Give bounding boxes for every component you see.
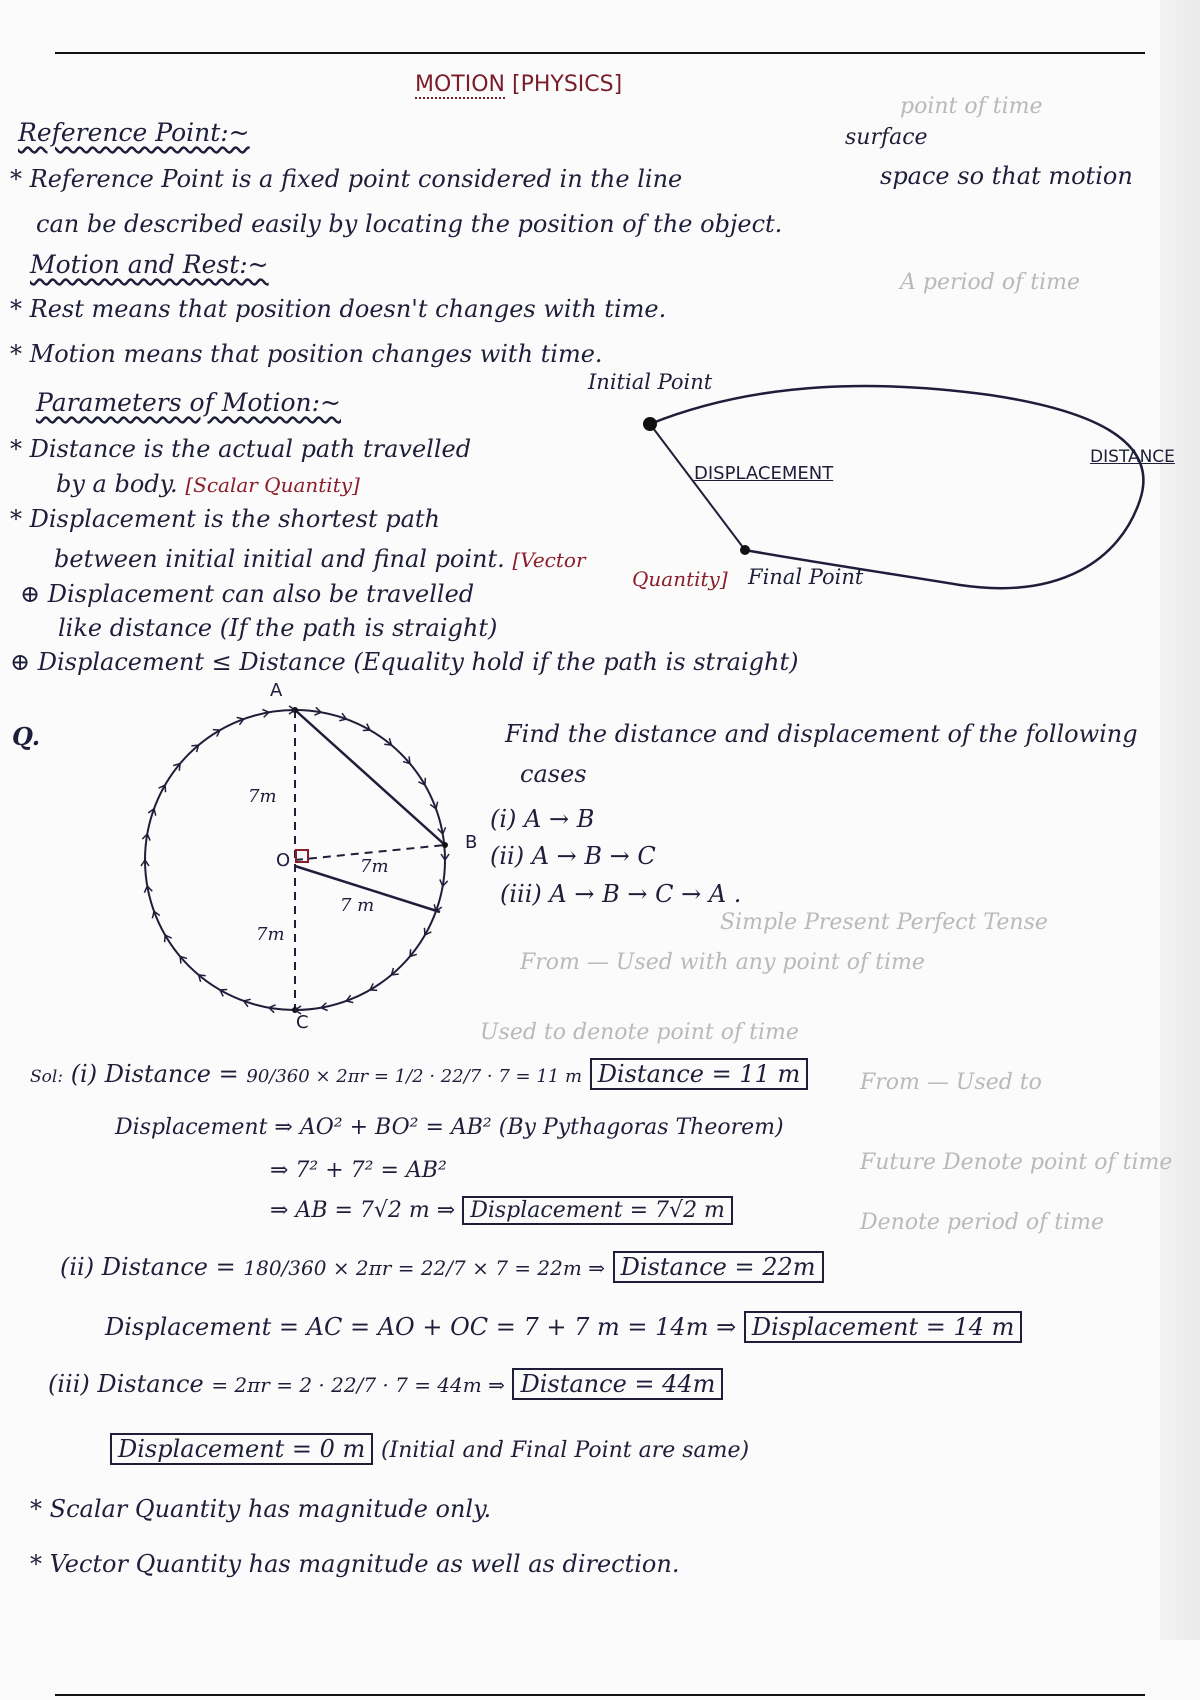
distance3-prefix: (iii) Distance (48, 1370, 204, 1398)
bleed-text: point of time (900, 94, 1043, 119)
question-case-1: (i) A → B (490, 805, 595, 833)
distance-label: DISTANCE (1090, 447, 1175, 467)
point-c-label: C (296, 1012, 309, 1033)
caret-insert-word: surface (845, 125, 928, 150)
scalar-quantity-tag: [Scalar Quantity] (185, 473, 360, 497)
distance-definition-line1: * Distance is the actual path travelled (10, 435, 472, 463)
reference-point-heading: Reference Point:~ (18, 118, 250, 147)
displacement1-line3 (270, 1198, 733, 1223)
solution-marker: Sol: (30, 1067, 64, 1087)
displacement2-answer: Displacement = 14 m (744, 1311, 1023, 1343)
solution-part2-distance (60, 1253, 824, 1281)
page-title-sub: [PHYSICS] (512, 72, 623, 97)
displacement2-working: Displacement = AC = AO + OC = 7 + 7 m = 14m ⇒ (105, 1313, 737, 1341)
distance1-answer: Distance = 11 m (590, 1058, 809, 1090)
displacement1-line2: ⇒ 7² + 7² = AB² (270, 1158, 447, 1183)
distance2-expression: 180/360 × 2πr = 22/7 × 7 = 22m ⇒ (243, 1256, 605, 1280)
rest-definition: * Rest means that position doesn't changes with time. (10, 295, 667, 323)
point-o-label: O (276, 850, 291, 871)
radius-label-diag: 7 m (340, 895, 375, 916)
question-marker: Q. (12, 722, 41, 751)
distance2-answer: Distance = 22m (613, 1251, 824, 1283)
motion-rest-heading: Motion and Rest:~ (30, 250, 269, 279)
distance3-expression: = 2πr = 2 · 22/7 · 7 = 44m ⇒ (211, 1373, 505, 1397)
solution-part3-distance (48, 1370, 723, 1398)
bleed-text: Used to denote point of time (480, 1020, 799, 1045)
question-case-2: (ii) A → B → C (490, 842, 656, 870)
distance3-answer: Distance = 44m (512, 1368, 723, 1400)
bleed-text: From — Used to (860, 1070, 1042, 1095)
displacement-definition-line1: * Displacement is the shortest path (10, 505, 441, 533)
bleed-text: From — Used with any point of time (520, 950, 925, 975)
bleed-text: Future Denote point of time (860, 1150, 1173, 1175)
displacement-definition-text: between initial initial and final point. (54, 545, 505, 573)
displacement1-answer: Displacement = 7√2 m (462, 1196, 733, 1225)
question-case-3: (iii) A → B → C → A . (500, 880, 742, 908)
displacement-label: DISPLACEMENT (694, 463, 834, 484)
distance1-expression: 90/360 × 2πr = 1/2 · 22/7 · 7 = 11 m (246, 1066, 583, 1087)
distance-definition-text: by a body. (56, 470, 178, 498)
point-a-label: A (270, 680, 283, 701)
reference-point-def-line2: can be described easily by locating the position of the object. (36, 210, 783, 238)
scalar-quantity-definition: * Scalar Quantity has magnitude only. (30, 1495, 492, 1523)
displacement1-line1: Displacement ⇒ AO² + BO² = AB² (By Pythagoras Theorem) (115, 1115, 784, 1140)
question-prompt-line1: Find the distance and displacement of the following (505, 720, 1138, 748)
displacement1-working: ⇒ AB = 7√2 m ⇒ (270, 1198, 456, 1223)
reference-point-def-line1: * Reference Point is a fixed point considered in the line (10, 165, 683, 193)
initial-point-label: Initial Point (588, 370, 713, 394)
bleed-text: A period of time (900, 270, 1080, 295)
motion-definition: * Motion means that position changes with time. (10, 340, 603, 368)
final-point-label: Final Point (748, 565, 864, 589)
radius-label-top: 7m (248, 786, 277, 807)
bleed-text: Denote period of time (860, 1210, 1105, 1235)
radius-label-bottom: 7m (256, 924, 285, 945)
reference-point-def-line1-end: space so that motion (880, 162, 1133, 190)
radius-label-right: 7m (360, 856, 389, 877)
vector-quantity-definition: * Vector Quantity has magnitude as well as direction. (30, 1550, 680, 1578)
solution-part1-distance (30, 1060, 808, 1088)
bleed-text: Simple Present Perfect Tense (720, 910, 1048, 935)
distance1-prefix: (i) Distance = (70, 1060, 239, 1088)
solution-part2-displacement (105, 1313, 1022, 1341)
distance2-prefix: (ii) Distance = (60, 1253, 236, 1281)
point-b-label: B (465, 832, 478, 853)
displacement3-answer: Displacement = 0 m (110, 1433, 373, 1465)
vector-tag-start: [Vector (512, 548, 586, 572)
page-title-main: MOTION (415, 72, 505, 97)
solution-part3-displacement (110, 1435, 749, 1463)
point-b-dot (442, 842, 448, 848)
question-prompt-line2: cases (520, 760, 587, 788)
displacement-note1-line1: ⊕ Displacement can also be travelled (20, 580, 475, 608)
vector-tag-end: Quantity] (632, 567, 728, 591)
displacement-note2: ⊕ Displacement ≤ Distance (Equality hold if the path is straight) (10, 648, 799, 676)
displacement-note1-line2: like distance (If the path is straight) (58, 614, 498, 642)
parameters-heading: Parameters of Motion:~ (36, 388, 341, 417)
displacement3-note: (Initial and Final Point are same) (380, 1438, 750, 1463)
